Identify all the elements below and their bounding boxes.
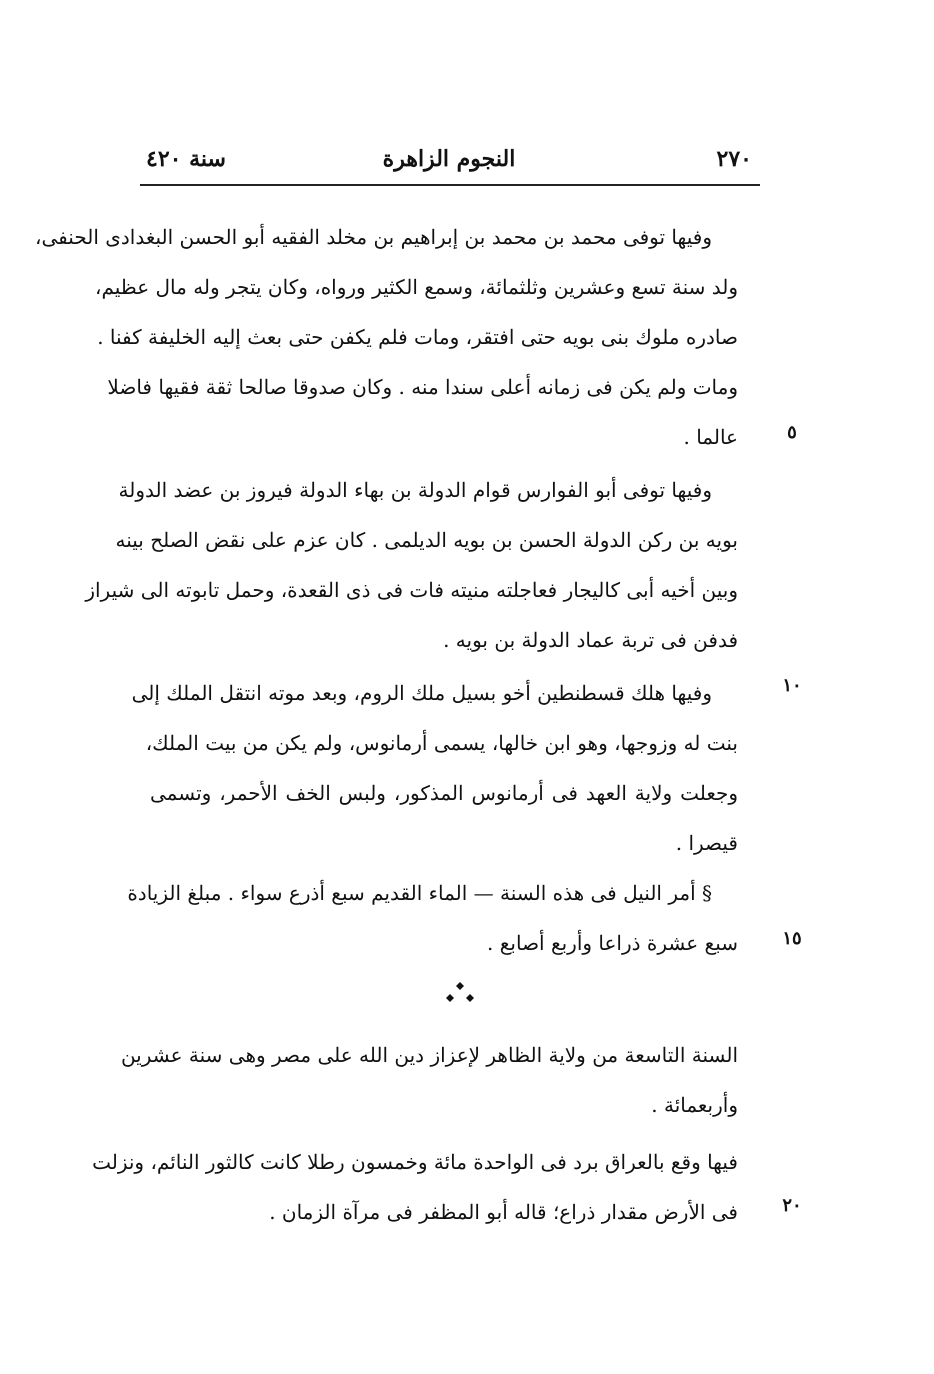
- text-line: ولد سنة تسع وعشرين وثلثمائة، وسمع الكثير ورواه، وكان يتجر وله مال عظيم،: [95, 275, 738, 299]
- margin-line-number: ١٠: [782, 675, 802, 696]
- text-line: عالما .: [683, 425, 738, 449]
- text-line: § أمر النيل فى هذه السنة — الماء القديم سبع أذرع سواء . مبلغ الزيادة: [127, 881, 712, 905]
- text-line: وفيها هلك قسطنطين أخو بسيل ملك الروم، وبعد موته انتقل الملك إلى: [131, 681, 712, 705]
- paragraph-1: [35, 212, 738, 462]
- margin-line-number: ٢٠: [782, 1195, 802, 1216]
- year-label: سنة ٤٢٠: [146, 146, 226, 172]
- paragraph-nile: [127, 868, 738, 968]
- text-line: السنة التاسعة من ولاية الظاهر لإعزاز دين الله على مصر وهى سنة عشرين: [120, 1043, 738, 1067]
- text-line: بويه بن ركن الدولة الحسن بن بويه الديلمى . كان عزم على نقض الصلح بينه: [115, 528, 738, 552]
- page-header: [140, 140, 758, 184]
- page-number: ٢٧٠: [716, 146, 752, 172]
- text-line: وفيها توفى محمد بن محمد بن إبراهيم بن مخلد الفقيه أبو الحسن البغدادى الحنفى،: [35, 225, 712, 249]
- margin-line-number: ٥: [787, 422, 797, 443]
- text-line: وبين أخيه أبى كاليجار فعاجلته منيته فات فى ذى القعدة، وحمل تابوته الى شيراز: [85, 578, 738, 602]
- text-line: صادره ملوك بنى بويه حتى افتقر، ومات فلم يكفن حتى بعث إليه الخليفة كفنا .: [97, 325, 738, 349]
- paragraph-year-heading: [120, 1030, 738, 1130]
- text-line: سبع عشرة ذراعا وأربع أصابع .: [487, 931, 738, 955]
- paragraph-2: [85, 465, 738, 665]
- text-line: قيصرا .: [675, 831, 738, 855]
- paragraph-6: [92, 1137, 738, 1237]
- text-line: وفيها توفى أبو الفوارس قوام الدولة بن بهاء الدولة فيروز بن عضد الدولة: [118, 478, 712, 502]
- text-line: فيها وقع بالعراق برد فى الواحدة مائة وخمسون رطلا كانت كالثور النائم، ونزلت: [92, 1150, 738, 1174]
- text-line: وأربعمائة .: [651, 1093, 738, 1117]
- margin-line-number: ١٥: [782, 928, 802, 949]
- header-rule: [140, 184, 760, 186]
- text-line: وجعلت ولاية العهد فى أرمانوس المذكور، ولبس الخف الأحمر، وتسمى: [150, 781, 738, 805]
- paragraph-3: [131, 668, 738, 868]
- text-line: فى الأرض مقدار ذراع؛ قاله أبو المظفر فى مرآة الزمان .: [269, 1200, 738, 1224]
- text-line: فدفن فى تربة عماد الدولة بن بويه .: [443, 628, 738, 652]
- section-ornament: [440, 980, 480, 1010]
- text-line: بنت له وزوجها، وهو ابن خالها، يسمى أرمانوس، ولم يكن من بيت الملك،: [145, 731, 738, 755]
- text-line: ومات ولم يكن فى زمانه أعلى سندا منه . وكان صدوقا صالحا ثقة فقيها فاضلا: [107, 375, 738, 399]
- running-title: النجوم الزاهرة: [382, 146, 516, 172]
